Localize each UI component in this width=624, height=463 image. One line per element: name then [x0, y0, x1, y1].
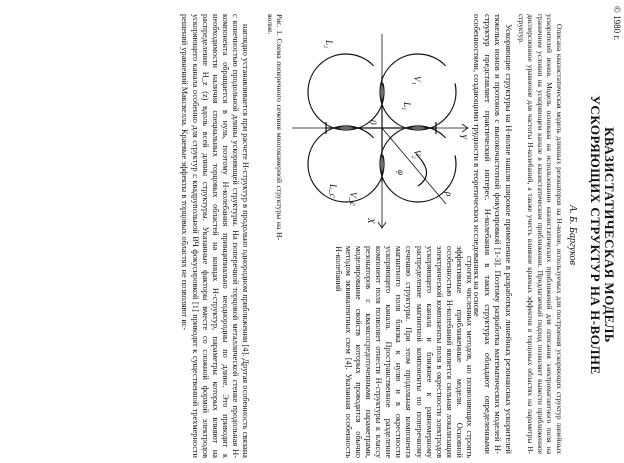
label-lc: L_c	[328, 184, 338, 198]
lobe-top-left	[380, 54, 456, 130]
article-author: А. Б. Баргуков	[567, 205, 578, 265]
label-vc: V_c	[348, 192, 358, 206]
label-zero: 0	[368, 120, 378, 125]
title-line-1: КВАЗИСТАТИЧЕСКАЯ МОДЕЛЬ	[602, 127, 617, 343]
cross-section-diagram	[286, 14, 476, 242]
lobe-top-right	[380, 126, 456, 202]
lobe-bottom-left	[308, 54, 384, 130]
label-l1: L₁	[402, 102, 412, 111]
label-l2: L₂	[324, 40, 334, 49]
label-v1: V₁	[412, 76, 422, 85]
label-x: X	[366, 218, 376, 224]
figure-caption: Рис. 1. Схема поперечного сечения многокамерной структуры на H-волне.	[265, 14, 284, 240]
rho-ray	[382, 128, 446, 204]
abstract-text: Описана квазистатическая модель длинных резонаторов на H-волне, используемых для построения ускоряющих структур линейных ускорителей ионов. Модель основана на использовании квазистатических приближений для описания электромагнитного поля на граничном условии на ускоряющем канале в квазистатическом приближении. Предлагаемый подход позволяет вывести приближенное дисперсионное уравнение для частоты H-колебаний, а также учесть влияние краевых эффектов в торцовых областях на параметры H-структур.	[516, 14, 564, 454]
body-bottom-text: наглядно устанавливается при расчете H-структур в продольно однородном приближении [4]. Другая особенность связана с конечностью продольной длины ускоряющей структуры. На поперечной торцовой металлической стенке продольная H-компонента обращается в нуль, поэтому H-колебания принципиально неоднородны по длине. Это приводит к необходимости наличия специальных торцовых областей на концах H-структур, параметры которых влияют на распределение H_z (z) вдоль всей длины структуры. Указанные факторы вместе со сложной формой электродов ускоряющего канала особенно для структур с квадрупольной ВЧ фокусировкой [1] приводят к существенной трехмерности решений уравнений Максвелла. Краевые эффекты в торцовых областях не позволяют ис-	[180, 14, 250, 458]
body-column-right	[333, 246, 474, 458]
copyright-year: © 1980 г.	[612, 6, 622, 41]
label-rho: ρ	[444, 192, 454, 197]
title-line-2: УСКОРЯЮЩИХ СТРУКТУР НА H-ВОЛНЕ	[588, 95, 603, 375]
lobe-bottom-right	[308, 126, 384, 202]
intro-text: Ускоряющие структуры на H-волне нашли широкое применение в разработках линейных резонансных ускорителей тяжелых ионов и протонов с высокочастотной фокусировкой [1-3]. Поэтому разработка математических моделей H-структур представляет практический интерес. H-колебания в таких структурах обладают определенными особенностями, создающими трудности в теоретических исследованиях на основе	[472, 14, 514, 454]
label-phi: φ	[396, 170, 406, 175]
figure-cross-section	[286, 14, 476, 242]
abstract	[516, 14, 564, 454]
body-bottom	[179, 14, 250, 458]
article-title	[588, 40, 616, 430]
label-v2: V₂	[412, 150, 422, 159]
label-y: Y	[458, 134, 468, 140]
body-right-text: строгих численных методов, но позволяющих строить эффективные приближенные модели. Основной особенностью H-колебаний является сильная локализация электрической компоненты поля в окрестности электродов ускоряющего канала и ближнее к равномерному распределение магнитной компоненты по поперечному сечению структуры. При этом продольная компонента магнитного поля близка к нулю и в окрестности ускоряющего канала. Пространственное разделение компонент поля позволяет отнести H-структуры к классу резонаторов с квазисосредоточенными параметрами, моделирование свойств которых проводится обычно методом эквивалентных схем [4]. Указанная особенность H-колебаний	[333, 246, 474, 458]
intro-paragraph	[472, 14, 514, 454]
